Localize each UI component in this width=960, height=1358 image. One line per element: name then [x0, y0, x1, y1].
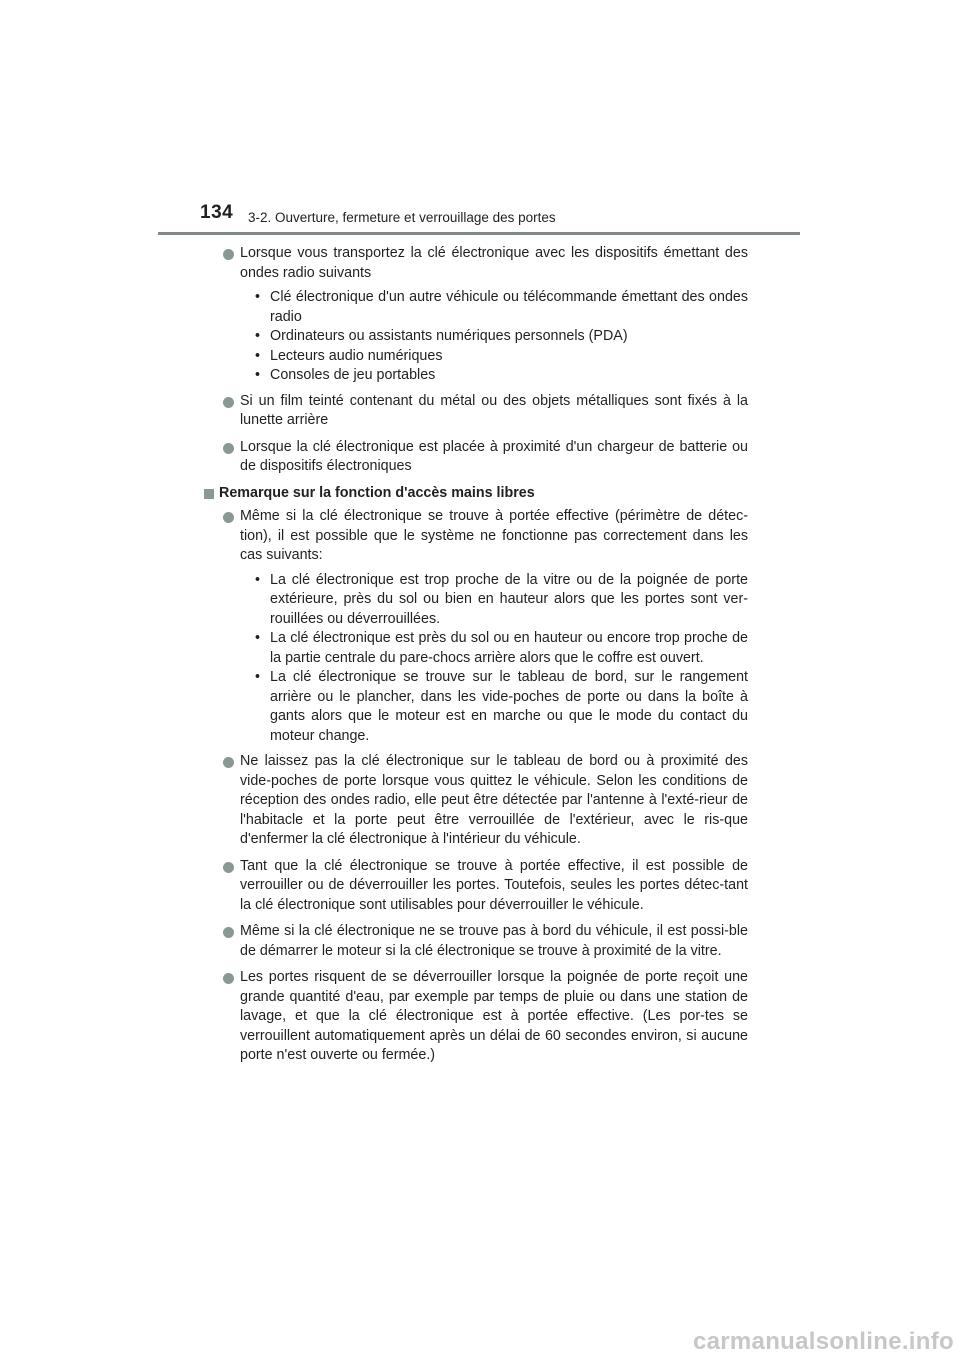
bullet-icon: •: [255, 347, 261, 364]
bullet-paragraph: [222, 244, 748, 283]
bullet-icon: •: [255, 669, 261, 685]
list-item: • La clé électronique se trouve sur le tableau de bord, sur le rangement arrière ou le plancher, dans les vide-poches de porte ou dans la boîte à gants alors que le moteur est en marche ou que le mode du contact du moteur change.: [255, 669, 748, 744]
paragraph-text: Même si la clé électronique se trouve à portée effective (périmètre de détec-tion), il est possible que le système ne fonctionne pas correctement dans les cas suivants:: [240, 508, 748, 563]
paragraph-text: Les portes risquent de se déverrouiller lorsque la poignée de porte reçoit une grande quantité d'eau, par exemple par temps de pluie ou dans une station de lavage, et que la clé électronique est à portée effective. (Les por-tes se verrouillent automatiquement après un délai de 60 secondes environ, si aucune porte n'est ouverte ou fermée.): [240, 969, 748, 1063]
bullet-dot-icon: [223, 973, 234, 984]
paragraph-text: Ne laissez pas la clé électronique sur le tableau de bord ou à proximité des vide-poches de porte lorsque vous quittez le véhicule. Selon les conditions de réception des ondes radio, elle peut être détectée par l'antenne à l'exté-rieur de l'habitacle et la porte peut être verrouillée de l'extérieur, avec le ris-que d'enfermer la clé électronique à l'intérieur du véhicule.: [240, 753, 748, 847]
bullet-dot-icon: [223, 512, 234, 523]
sub-list: [222, 571, 748, 747]
list-item: • Ordinateurs ou assistants numériques personnels (PDA): [255, 327, 748, 347]
bullet-icon: •: [255, 328, 261, 344]
paragraph-text: Tant que la clé électronique se trouve à portée effective, il est possible de verrouiller ou de déverrouiller les portes. Toutefois, seules les portes détec-tant la clé électronique sont utilisables pour déverrouiller le véhicule.: [240, 857, 748, 913]
square-bullet-icon: [204, 489, 214, 499]
watermark: carmanualsonline.info: [692, 1328, 954, 1355]
bullet-dot-icon: [223, 927, 234, 938]
bullet-paragraph: [222, 857, 748, 916]
bullet-icon: •: [255, 367, 261, 383]
bullet-dot-icon: [223, 862, 234, 873]
bullet-icon: •: [255, 571, 261, 588]
list-item: • La clé électronique est trop proche de la vitre ou de la poignée de porte extérieure, près du sol ou bien en hauteur alors que les portes sont ver-rouillées ou déverrouillées.: [255, 571, 748, 627]
section-title: 3-2. Ouverture, fermeture et verrouillage des portes: [248, 210, 556, 225]
bullet-paragraph: [222, 752, 748, 850]
paragraph-text: Même si la clé électronique ne se trouve pas à bord du véhicule, il est possi-ble de démarrer le moteur si la clé électronique se trouve à proximité de la vitre.: [240, 923, 748, 959]
bullet-paragraph: [222, 392, 748, 431]
list-item: • Consoles de jeu portables: [255, 366, 748, 386]
header-divider: [158, 232, 800, 235]
bullet-paragraph: [222, 922, 748, 961]
paragraph-text: Lorsque la clé électronique est placée à proximité d'un chargeur de batterie ou de dispositifs électroniques: [240, 438, 748, 474]
bullet-dot-icon: [223, 757, 234, 768]
bullet-paragraph: [222, 438, 748, 477]
bullet-icon: •: [255, 289, 261, 305]
bullet-icon: •: [255, 630, 261, 646]
bullet-dot-icon: [223, 249, 234, 260]
page-content: [219, 244, 748, 1073]
bullet-dot-icon: [223, 443, 234, 454]
list-item: • Lecteurs audio numériques: [255, 347, 748, 367]
sub-list: [222, 288, 748, 386]
paragraph-text: Lorsque vous transportez la clé électronique avec les dispositifs émettant des ondes radio suivants: [240, 245, 748, 281]
bullet-paragraph: [222, 968, 748, 1066]
bullet-paragraph: [222, 507, 748, 566]
section-heading: Remarque sur la fonction d'accès mains libres: [204, 484, 748, 504]
page-header: [0, 0, 960, 240]
list-item: • Clé électronique d'un autre véhicule ou télécommande émettant des ondes radio: [255, 289, 748, 325]
paragraph-text: Si un film teinté contenant du métal ou des objets métalliques sont fixés à la lunette arrière: [240, 392, 748, 428]
bullet-dot-icon: [223, 397, 234, 408]
page-number: 134: [200, 202, 234, 223]
list-item: • La clé électronique est près du sol ou en hauteur ou encore trop proche de la partie centrale du pare-chocs arrière alors que le coffre est ouvert.: [255, 630, 748, 666]
